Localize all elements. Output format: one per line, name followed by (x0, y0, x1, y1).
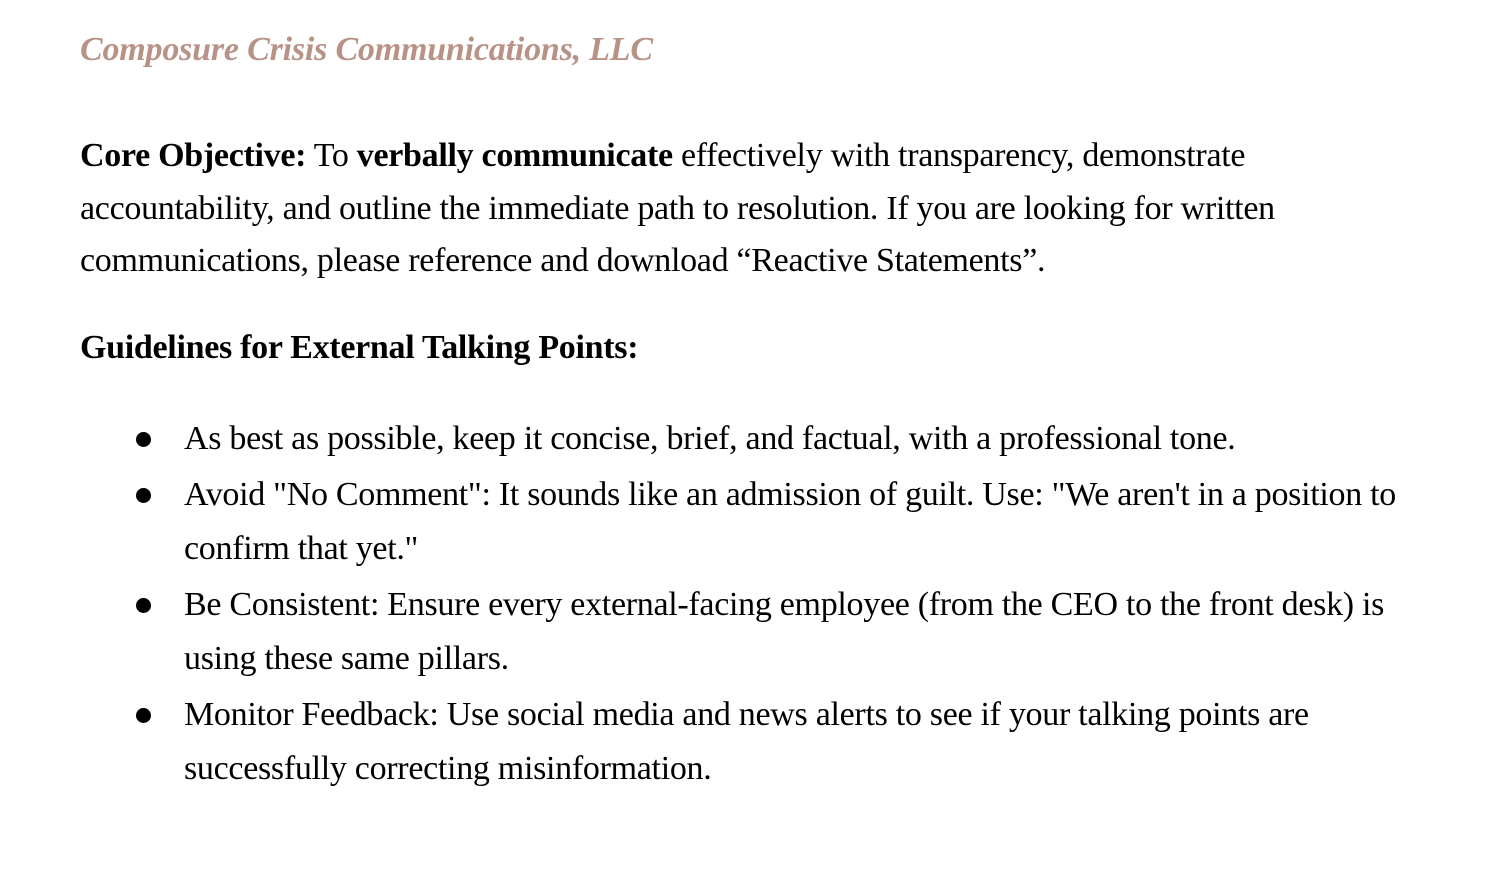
guidelines-heading: Guidelines for External Talking Points: (80, 328, 639, 366)
bullet-icon (136, 432, 151, 447)
core-objective-text-start: To (306, 137, 357, 174)
bullet-icon (136, 488, 151, 503)
company-name: Composure Crisis Communications, LLC (80, 31, 653, 68)
core-objective-emphasis: verbally communicate (356, 137, 673, 174)
bullet-icon (136, 598, 151, 613)
document-page (80, 26, 1440, 798)
guideline-text: As best as possible, keep it concise, brief, and factual, with a professional tone. (184, 419, 1236, 457)
guideline-text: Avoid "No Comment": It sounds like an admission of guilt. Use: "We aren't in a position to confirm that yet." (184, 475, 1396, 567)
guideline-item (80, 578, 1440, 686)
guideline-item (80, 412, 1440, 466)
guidelines-list (80, 412, 1440, 796)
guideline-text: Monitor Feedback: Use social media and news alerts to see if your talking points are successfully correcting misinformation. (184, 695, 1309, 787)
guideline-item (80, 468, 1440, 576)
guideline-text: Be Consistent: Ensure every external-facing employee (from the CEO to the front desk) is using these same pillars. (184, 585, 1385, 677)
core-objective-paragraph (80, 130, 1440, 288)
core-objective-label: Core Objective: (80, 137, 307, 174)
core-objective-text-end: effectively with transparency, demonstrate accountability, and outline the immediate path to resolution. If you are looking for written communications, please reference and download “Reactive Statements”. (80, 137, 1275, 279)
guideline-item (80, 688, 1440, 796)
bullet-icon (136, 708, 151, 723)
